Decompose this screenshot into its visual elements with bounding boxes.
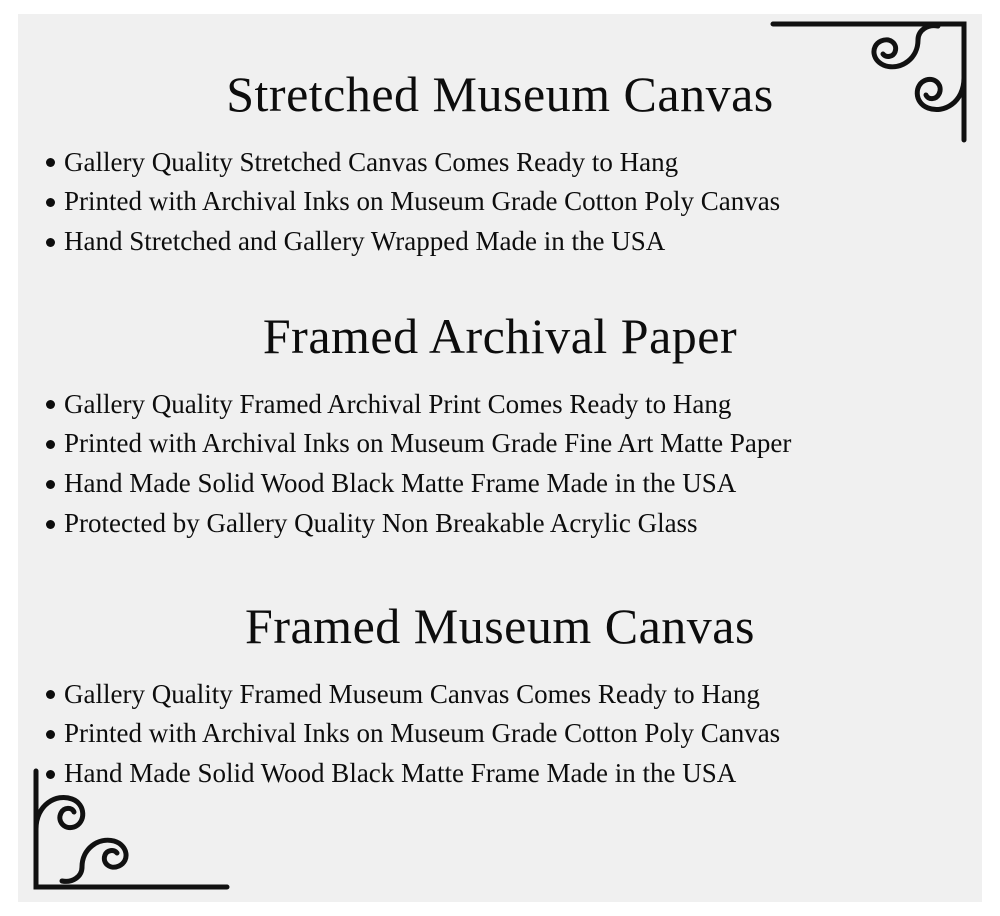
section-bullet-list [18,675,982,795]
list-item [18,143,982,183]
section-heading: Framed Museum Canvas [245,598,755,654]
list-item [18,385,982,425]
list-item-text: Hand Made Solid Wood Black Matte Frame Made in the USA [64,468,737,499]
list-item [18,182,982,222]
bullet-dot-icon [46,690,55,699]
list-item [18,464,982,504]
bullet-dot-icon [46,198,55,207]
list-item [18,675,982,715]
bullet-dot-icon [46,480,55,489]
section-stretched-museum-canvas [18,68,982,262]
list-item [18,424,982,464]
section-bullet-list [18,143,982,263]
list-item-text: Gallery Quality Stretched Canvas Comes Ready to Hang [64,146,679,177]
list-item-text: Gallery Quality Framed Archival Print Comes Ready to Hang [64,388,732,419]
list-item-text: Protected by Gallery Quality Non Breakable Acrylic Glass [64,508,698,539]
list-item [18,222,982,262]
list-item-text: Printed with Archival Inks on Museum Grade Cotton Poly Canvas [64,186,781,217]
bullet-dot-icon [46,400,55,409]
bullet-dot-icon [46,440,55,449]
list-item [18,754,982,794]
list-item-text: Hand Made Solid Wood Black Matte Frame Made in the USA [64,758,737,789]
bullet-dot-icon [46,520,55,529]
section-heading: Framed Archival Paper [262,308,738,364]
bullet-dot-icon [46,238,55,247]
info-card [18,14,982,902]
list-item [18,714,982,754]
bullet-dot-icon [46,770,55,779]
list-item-text: Gallery Quality Framed Museum Canvas Comes Ready to Hang [64,678,760,709]
section-bullet-list [18,385,982,545]
list-item-text: Hand Stretched and Gallery Wrapped Made in the USA [64,226,666,257]
bullet-dot-icon [46,158,55,167]
list-item-text: Printed with Archival Inks on Museum Grade Fine Art Matte Paper [64,428,792,459]
section-framed-museum-canvas [18,600,982,794]
list-item-text: Printed with Archival Inks on Museum Grade Cotton Poly Canvas [64,718,781,749]
list-item [18,504,982,544]
section-framed-archival-paper [18,310,982,544]
bullet-dot-icon [46,730,55,739]
section-heading: Stretched Museum Canvas [226,66,774,122]
